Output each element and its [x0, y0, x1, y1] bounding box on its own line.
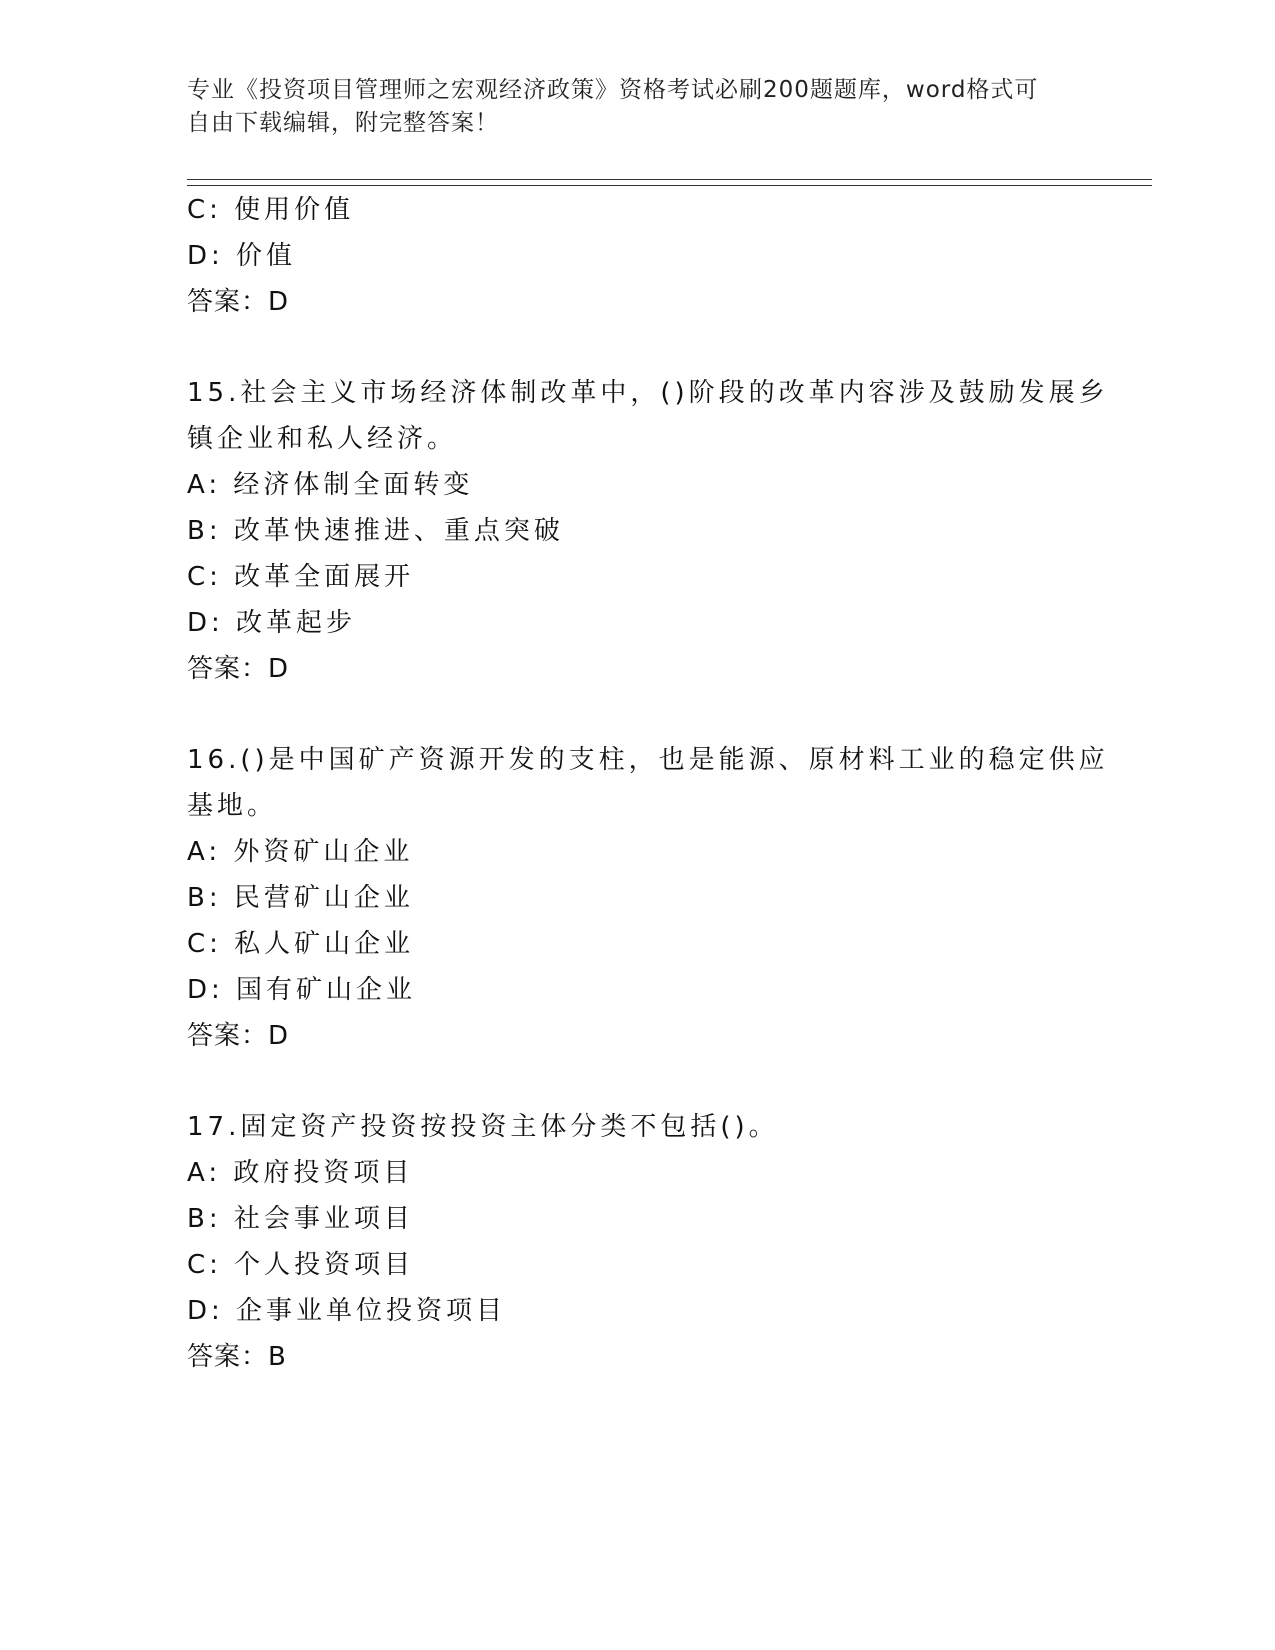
question-stem-cont: 镇企业和私人经济。 [187, 424, 458, 454]
header-line-1: 专业《投资项目管理师之宏观经济政策》资格考试必刷200题题库，word格式可 [187, 77, 1039, 103]
option-a: A: 政府投资项目 [187, 1158, 414, 1188]
page-header [187, 74, 1087, 140]
answer-line: 答案：D [187, 1021, 290, 1051]
answer-line: 答案：D [187, 287, 290, 317]
option-a: A: 经济体制全面转变 [187, 470, 474, 500]
question-stem-cont: 基地。 [187, 791, 278, 821]
question-stem: 17.固定资产投资按投资主体分类不包括()。 [187, 1112, 779, 1142]
option-a: A: 外资矿山企业 [187, 837, 414, 867]
option-d: D: 国有矿山企业 [187, 975, 417, 1005]
question-stem: 16.()是中国矿产资源开发的支柱，也是能源、原材料工业的稳定供应 [187, 745, 1109, 775]
option-d: D: 改革起步 [187, 608, 357, 638]
question-15 [187, 370, 1109, 692]
option-c: C: 改革全面展开 [187, 562, 415, 592]
header-line-2: 自由下载编辑，附完整答案！ [187, 110, 499, 136]
option-d: D: 价值 [187, 241, 297, 271]
question-stem: 15.社会主义市场经济体制改革中，()阶段的改革内容涉及鼓励发展乡 [187, 378, 1109, 408]
answer-line: 答案：D [187, 654, 290, 684]
option-c: C: 个人投资项目 [187, 1250, 415, 1280]
option-b: B: 社会事业项目 [187, 1204, 414, 1234]
option-b: B: 改革快速推进、重点突破 [187, 516, 564, 546]
previous-question-tail [187, 187, 1087, 325]
option-c: C: 使用价值 [187, 195, 355, 225]
option-d: D: 企事业单位投资项目 [187, 1296, 507, 1326]
question-16 [187, 737, 1109, 1059]
question-17 [187, 1104, 1087, 1380]
header-divider [187, 179, 1152, 186]
answer-line: 答案：B [187, 1342, 287, 1372]
option-b: B: 民营矿山企业 [187, 883, 414, 913]
option-c: C: 私人矿山企业 [187, 929, 415, 959]
question-list [187, 187, 1109, 1380]
